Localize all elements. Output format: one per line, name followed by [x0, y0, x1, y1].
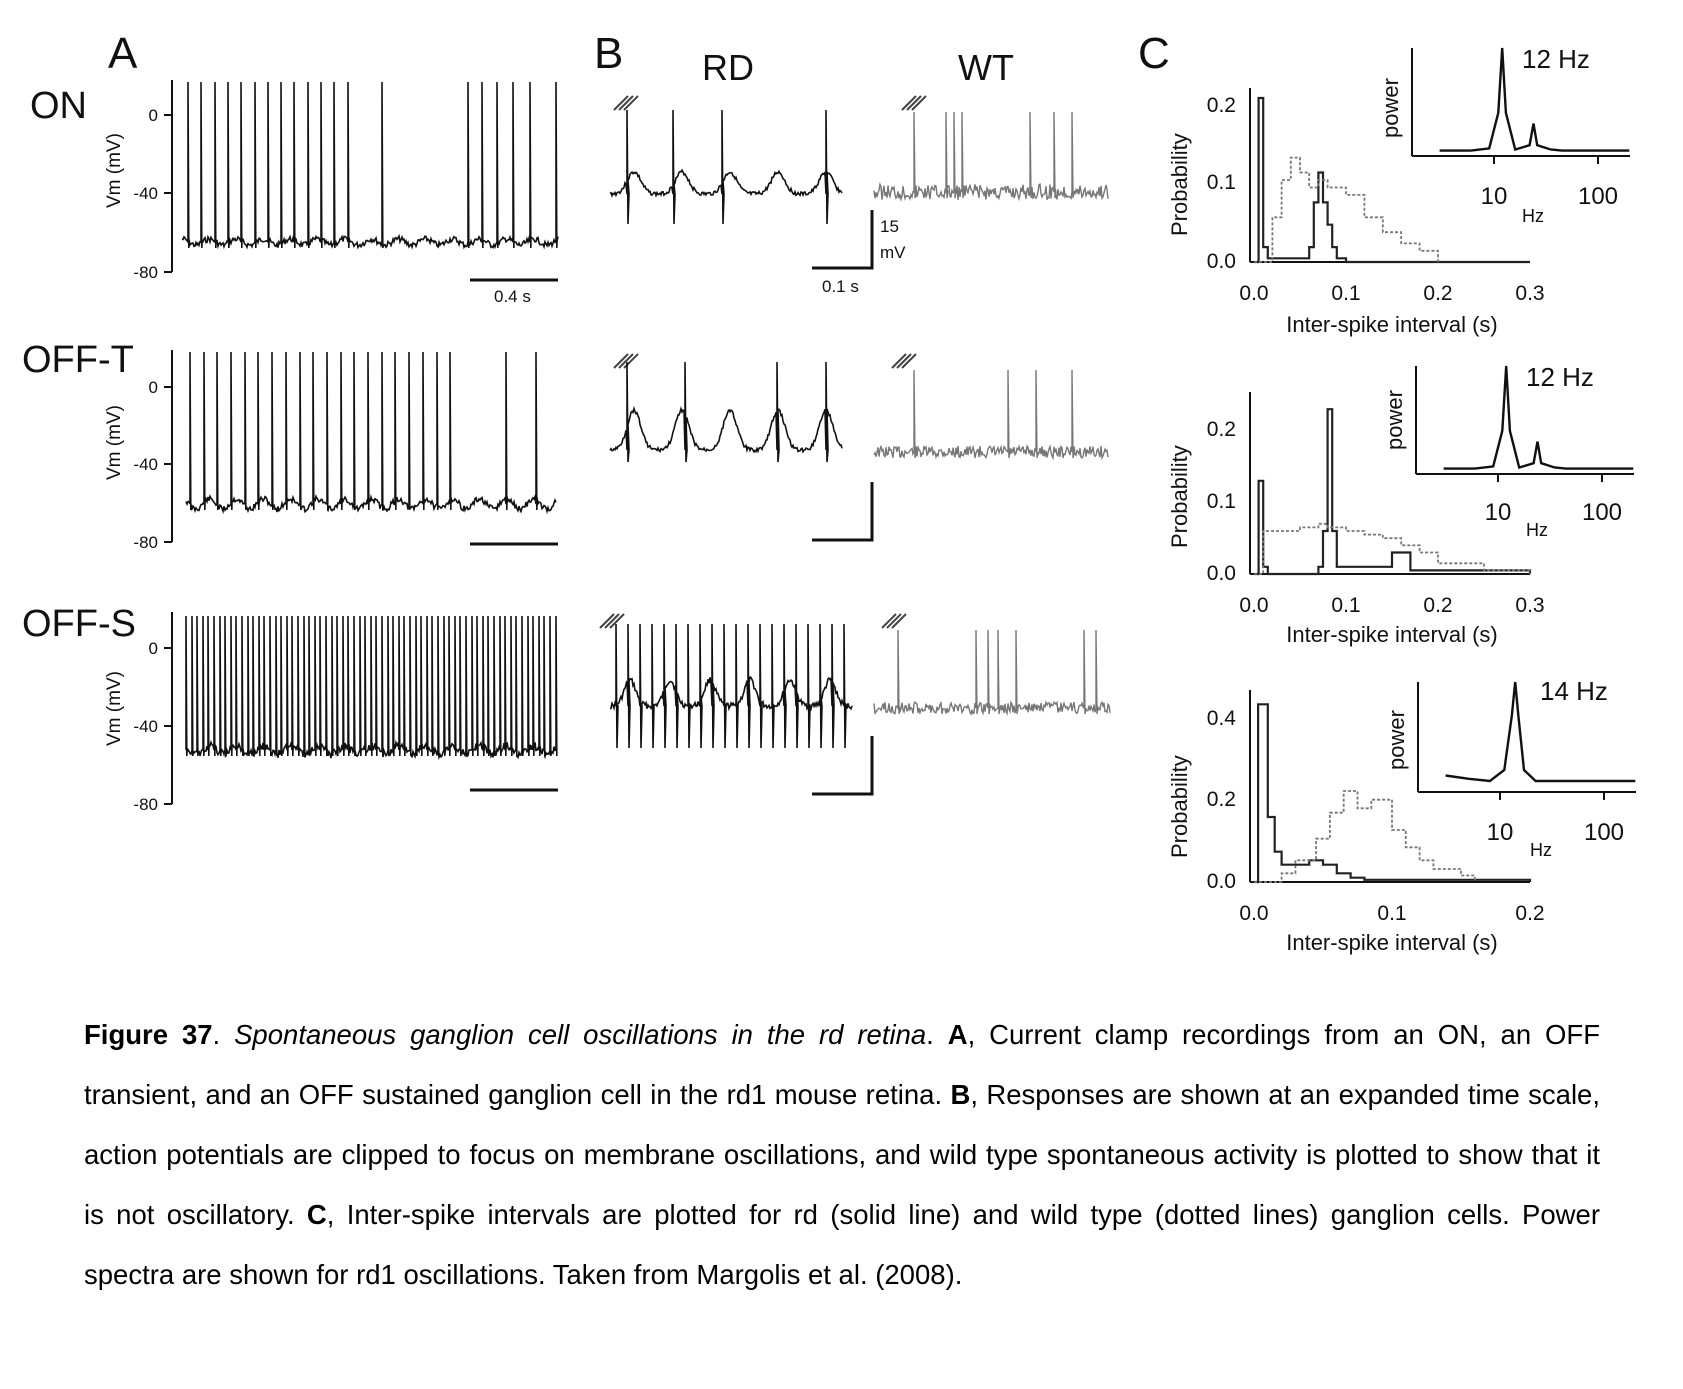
trace-on-cell [182, 82, 558, 248]
panel-b-letter: B [594, 29, 624, 78]
c1-inset-peak: 12 Hz [1522, 44, 1590, 74]
trace-rd-off-t [610, 362, 842, 462]
b-scale-v: 15 [880, 217, 899, 236]
wt-histogram-line [1254, 791, 1475, 882]
b-clip-marks [600, 96, 926, 628]
c3-inset-xunit: Hz [1530, 840, 1552, 860]
c1-xtick-0: 0.0 [1239, 282, 1269, 305]
col-label-wt: WT [958, 47, 1014, 88]
c1-xtick-1: 0.1 [1331, 282, 1361, 305]
c3-inset-xtick-1: 100 [1583, 819, 1625, 846]
panel-a-row1-axis [104, 80, 172, 282]
c2-inset-xunit: Hz [1526, 520, 1548, 540]
a1-ytick-0: 0 [148, 106, 158, 125]
c1-xtick-2: 0.2 [1423, 282, 1453, 305]
caption-c-label: C [306, 1199, 327, 1230]
a3-ytick-0: 0 [148, 639, 158, 658]
a3-ytick-1: -40 [133, 717, 158, 736]
trace-off-s-cell [186, 616, 557, 758]
caption-c-text: , Inter-spike intervals are plotted for rd (solid line) and wild type (dotted lines) ganglion cells. Power spectra are shown for rd1 oscillations. Taken from Margolis et al. (2008). [84, 1199, 1600, 1290]
c1-ytick-2: 0.0 [1206, 250, 1236, 273]
caption-title: Spontaneous ganglion cell oscillations in the rd retina [234, 1019, 927, 1050]
c2-ylabel: Probability [1167, 445, 1192, 548]
row-label-on: ON [30, 85, 87, 127]
c3-xtick-0: 0.0 [1239, 902, 1269, 925]
b-scale-v-unit: mV [880, 243, 906, 262]
a3-ytick-2: -80 [133, 795, 158, 814]
c3-ylabel: Probability [1167, 755, 1192, 858]
c1-xlabel: Inter-spike interval (s) [1286, 312, 1498, 337]
c3-xlabel: Inter-spike interval (s) [1286, 930, 1498, 955]
row-label-off-s: OFF-S [22, 603, 136, 645]
trace-wt-off-s [874, 630, 1110, 714]
trace-wt-on [874, 112, 1108, 200]
c2-ytick-1: 0.1 [1206, 490, 1236, 513]
c1-inset-ylabel: power [1378, 78, 1403, 138]
trace-rd-off-s [610, 624, 852, 748]
c2-ytick-2: 0.0 [1206, 562, 1236, 585]
c-row1-labels [1167, 44, 1618, 337]
c3-ytick-1: 0.2 [1206, 788, 1236, 811]
caption-b-label: B [950, 1079, 971, 1110]
c3-inset-peak: 14 Hz [1540, 676, 1608, 706]
c3-ytick-0: 0.4 [1206, 707, 1236, 730]
c2-xtick-0: 0.0 [1239, 594, 1269, 617]
c2-xtick-2: 0.2 [1423, 594, 1453, 617]
c3-xtick-2: 0.2 [1515, 902, 1545, 925]
caption-a-text: , Current clamp recordings from an ON, an OFF transient, and an OFF sustained ganglion cell in the rd1 mouse retina. [84, 1019, 1601, 1110]
c1-ylabel: Probability [1167, 133, 1192, 236]
b-scale-t: 0.1 s [822, 277, 859, 296]
c-row3-labels [1167, 676, 1624, 955]
wt-histogram-line [1254, 158, 1438, 262]
caption-b-text: , Responses are shown at an expanded time scale, action potentials are clipped to focus on membrane oscillations, and wild type spontaneous activity is plotted to show that it is not oscillatory. [84, 1079, 1600, 1230]
a1-ytick-2: -80 [133, 263, 158, 282]
a2-ytick-1: -40 [133, 455, 158, 474]
c2-inset-peak: 12 Hz [1526, 362, 1594, 392]
c3-inset-xtick-0: 10 [1486, 819, 1514, 846]
panel-c-letter: C [1138, 29, 1170, 78]
c2-xtick-3: 0.3 [1515, 594, 1545, 617]
c1-xtick-3: 0.3 [1515, 282, 1545, 305]
c2-inset-xtick-1: 100 [1581, 499, 1623, 526]
caption-a-label: A [947, 1019, 968, 1050]
trace-wt-off-t [874, 370, 1108, 458]
a1-ylabel: Vm (mV) [104, 133, 125, 208]
c2-xlabel: Inter-spike interval (s) [1286, 622, 1498, 647]
c1-inset-xtick-1: 100 [1577, 183, 1619, 210]
a1-ytick-1: -40 [133, 184, 158, 203]
c2-inset-ylabel: power [1382, 390, 1407, 450]
caption-dot-1: . [212, 1019, 235, 1050]
c-inset-power-2 [1416, 366, 1634, 482]
row-label-off-t: OFF-T [22, 339, 134, 381]
c-row2-labels [1167, 362, 1622, 647]
caption-figure-label: Figure 37 [84, 1019, 213, 1050]
c2-inset-xtick-0: 10 [1484, 499, 1512, 526]
col-label-rd: RD [702, 47, 754, 88]
figure-caption [84, 1005, 1600, 1305]
caption-dot-2: . [926, 1019, 948, 1050]
c2-xtick-1: 0.1 [1331, 594, 1361, 617]
a3-ylabel: Vm (mV) [104, 671, 125, 746]
c1-ytick-0: 0.2 [1206, 94, 1236, 117]
c1-inset-xtick-0: 10 [1480, 183, 1508, 210]
a2-ytick-0: 0 [148, 378, 158, 397]
c3-inset-ylabel: power [1384, 710, 1409, 770]
c1-inset-xunit: Hz [1522, 206, 1544, 226]
trace-off-t-cell [186, 352, 556, 512]
a2-ylabel: Vm (mV) [104, 405, 125, 480]
c2-ytick-0: 0.2 [1206, 418, 1236, 441]
c-inset-power-1 [1412, 48, 1630, 164]
trace-rd-on [610, 110, 842, 224]
panel-a-letter: A [108, 29, 138, 78]
c3-xtick-1: 0.1 [1377, 902, 1407, 925]
c3-ytick-2: 0.0 [1206, 870, 1236, 893]
c1-ytick-1: 0.1 [1206, 171, 1236, 194]
a2-ytick-2: -80 [133, 533, 158, 552]
a1-scalebar-label: 0.4 s [494, 287, 531, 306]
